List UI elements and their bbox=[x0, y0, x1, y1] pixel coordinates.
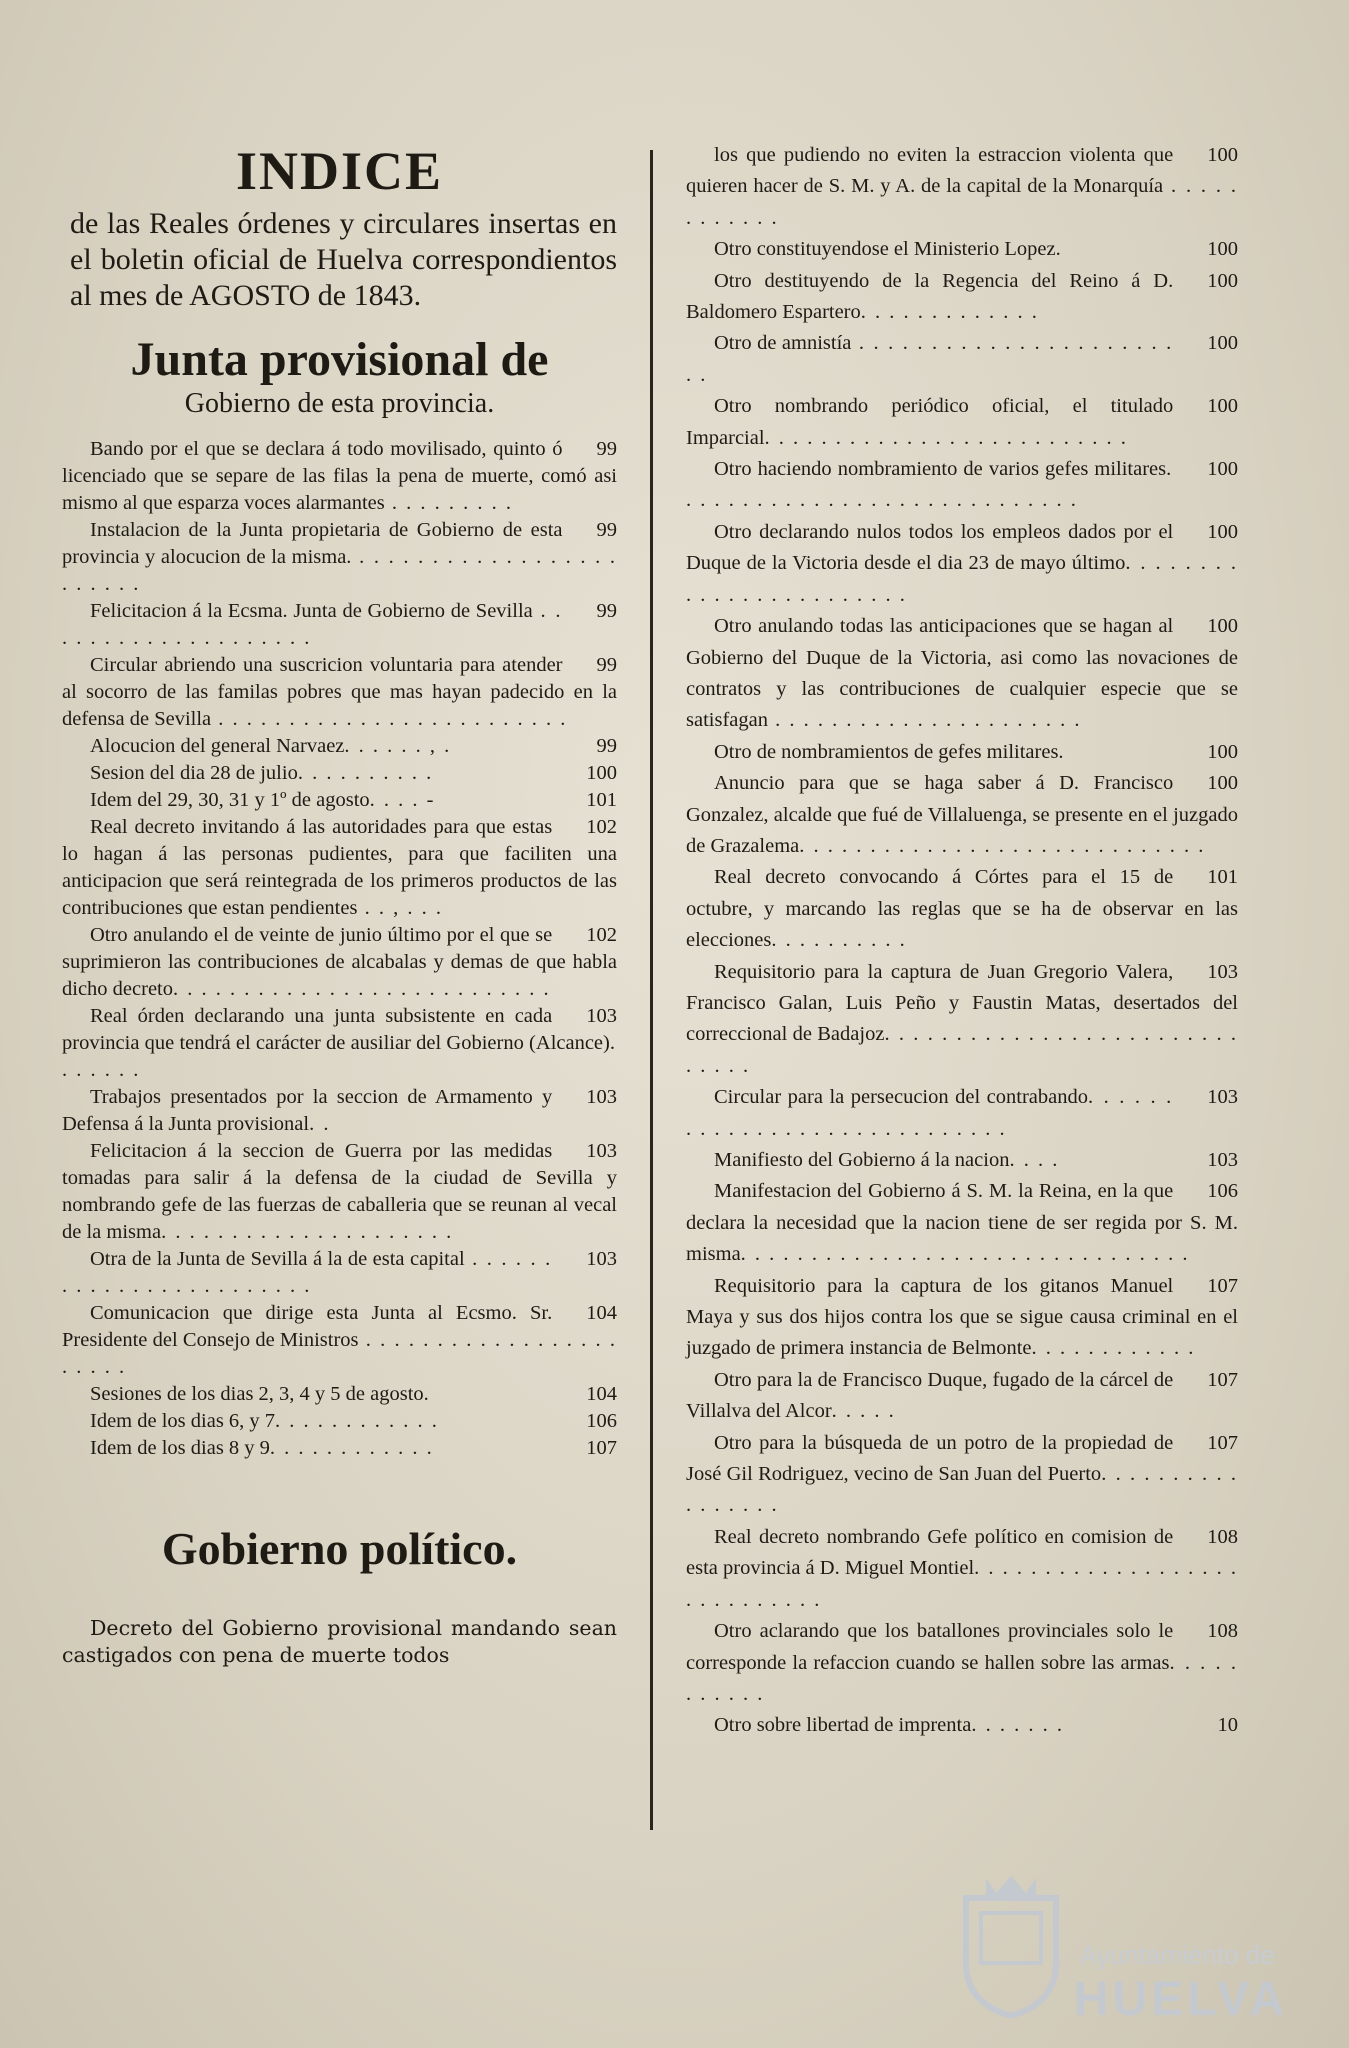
entry-page-number: 106 bbox=[586, 1410, 617, 1432]
index-entry bbox=[62, 1435, 617, 1462]
entry-text: Otro constituyendose el Ministerio Lopez. bbox=[714, 238, 1061, 261]
entry-leader-dots: . . . . . . . . . . . . bbox=[686, 175, 1238, 229]
entry-text: Idem de los dias 6, y 7 bbox=[90, 1410, 276, 1432]
index-subtitle: de las Reales órdenes y circulares insertas en el boletin oficial de Huelva correspondientos al mes de AGOSTO de 1843. bbox=[70, 207, 617, 312]
entry-page-number: 99 bbox=[596, 600, 617, 622]
entry-page-number: 100 bbox=[1207, 395, 1238, 418]
entry-leader-dots: . . . . . . . . . . . . . . . . . . . . . . . . . . . . . . . . bbox=[740, 1243, 1190, 1266]
entry-page-number: 100 bbox=[1207, 269, 1238, 292]
index-entry bbox=[62, 517, 617, 598]
entry-page-number: 100 bbox=[1207, 332, 1238, 355]
entry-leader-dots: . . . . . . . . . . . . . . . . . . . . . . . . bbox=[62, 1248, 553, 1297]
entry-leader-dots: . . bbox=[309, 1113, 331, 1135]
entry-page-number: 103 bbox=[586, 1086, 617, 1108]
entry-text: Anuncio para que se haga saber á D. Francisco Gonzalez, alcalde que fué de Villaluenga, se presente en el juzgado de Grazalema bbox=[686, 772, 1238, 857]
index-entry bbox=[62, 760, 617, 787]
entry-text: Circular abriendo una suscricion voluntaria para atender al socorro de las familas pobres que mas hayan padecido en la defensa de Sevilla bbox=[62, 654, 617, 730]
index-entry bbox=[62, 1246, 617, 1300]
entry-text: Bando por el que se declara á todo movilisado, quinto ó licenciado que se separe de las filas la pena de muerte, comó asi mismo al que esparza voces alarmantes bbox=[62, 438, 617, 514]
entry-text: Real decreto invitando á las autoridades para que estas lo hagan á las personas pudientes, para que faciliten una anticipacion que será reintegrada de los primeros productos de las contribuciones que estan pendientes bbox=[62, 816, 617, 919]
entry-leader-dots: . . . . . . . bbox=[62, 1032, 617, 1081]
entry-text: Real órden declarando una junta subsistente en cada provincia que tendrá el carácter de ausiliar del Gobierno (Alcance) bbox=[62, 1005, 610, 1054]
index-entry bbox=[686, 1145, 1238, 1176]
entry-leader-dots: . . . . . . . . . . . . bbox=[275, 1410, 439, 1432]
entry-page-number: 101 bbox=[1207, 866, 1238, 889]
entry-page-number: 108 bbox=[1207, 1620, 1238, 1643]
section-subtitle-junta: Gobierno de esta provincia. bbox=[184, 388, 495, 419]
entry-page-number: 103 bbox=[586, 1140, 617, 1162]
entry-leader-dots: . . . . . . . . . . . . . . . . . . . . . . . . . . . . . bbox=[686, 1557, 1238, 1611]
entry-page-number: 10 bbox=[1217, 1714, 1238, 1737]
entry-text: Otro anulando el de veinte de junio último por el que se suprimieron las contribuciones de alcabalas y demas de que habla dicho decreto bbox=[62, 924, 617, 1000]
index-entry bbox=[62, 814, 617, 922]
entry-page-number: 99 bbox=[596, 438, 617, 460]
entry-page-number: 100 bbox=[586, 762, 617, 784]
index-entry bbox=[686, 768, 1238, 862]
index-entry bbox=[686, 517, 1238, 611]
entry-text: Sesion del dia 28 de julio bbox=[90, 762, 298, 784]
index-entry bbox=[686, 862, 1238, 956]
index-entry bbox=[686, 737, 1238, 768]
index-entry bbox=[686, 140, 1238, 234]
entry-text: Comunicacion que dirige esta Junta al Ecsmo. Sr. Presidente del Consejo de Ministros bbox=[62, 1302, 553, 1351]
entry-page-number: 101 bbox=[586, 789, 617, 811]
index-entry bbox=[686, 611, 1238, 737]
entry-leader-dots: . . . . . . . . . . . . . . . . . . . . . . bbox=[767, 709, 1082, 732]
entry-text: Real decreto nombrando Gefe político en comision de esta provincia á D. Miguel Montiel bbox=[686, 1525, 1174, 1580]
entry-text: Otro de nombramientos de gefes militares. bbox=[714, 740, 1064, 763]
entry-page-number: 99 bbox=[596, 519, 617, 541]
entry-page-number: 100 bbox=[1207, 740, 1238, 763]
entry-text: Otro haciendo nombramiento de varios gefes militares bbox=[714, 458, 1167, 481]
index-entry bbox=[686, 234, 1238, 265]
entry-leader-dots: . . . . . . . . . . . . . . . . . . . . . . . . . . . . . . bbox=[686, 1023, 1239, 1077]
entry-leader-dots: . . . . . . . . . . . bbox=[686, 1651, 1238, 1705]
entry-text: Otro sobre libertad de imprenta bbox=[714, 1714, 972, 1737]
entry-text: Manifestacion del Gobierno á S. M. la Reina, en la que declara la necesidad que la nacion tiene de ser regida por S. M. misma bbox=[686, 1180, 1238, 1266]
entry-page-number: 103 bbox=[586, 1248, 617, 1270]
index-entry bbox=[62, 1300, 617, 1381]
entry-text: Requisitorio para la captura de Juan Gregorio Valera, Francisco Galan, Luis Peño y Faustin Matas, desertados del correccional de Badajoz bbox=[686, 960, 1238, 1046]
entry-leader-dots: . . . . . . . . . . . . . . . . . . . . . . . . . . . . . bbox=[686, 458, 1174, 512]
right-entry-list bbox=[686, 140, 1238, 1742]
entry-page-number: 104 bbox=[586, 1302, 617, 1324]
entry-text: Manifiesto del Gobierno á la nacion bbox=[714, 1149, 1010, 1171]
entry-page-number: 103 bbox=[1207, 1086, 1238, 1109]
entry-page-number: 100 bbox=[1207, 520, 1238, 543]
entry-page-number: 100 bbox=[1207, 772, 1238, 795]
entry-page-number: 107 bbox=[1207, 1274, 1238, 1297]
entry-leader-dots: . . , . . . bbox=[357, 897, 443, 919]
index-entry bbox=[62, 1084, 617, 1138]
index-entry bbox=[686, 1616, 1238, 1710]
entry-page-number: 106 bbox=[1207, 1180, 1238, 1203]
entry-text: Otro aclarando que los batallones provinciales solo le corresponde la refaccion cuando se hallen sobre las armas bbox=[686, 1620, 1174, 1674]
entry-page-number: 100 bbox=[1207, 238, 1238, 261]
entry-leader-dots: . . . . . . . . . . . . . . . . . . . . . bbox=[161, 1221, 454, 1243]
index-entry bbox=[62, 1003, 617, 1084]
entry-leader-dots: . . . . . . . . . . . . bbox=[269, 1437, 434, 1459]
entry-text: Requisitorio para la captura de los gitanos Manuel Maya y sus dos hijos contra los que se sigue causa criminal en el juzgado de primera instancia de Belmonte bbox=[686, 1274, 1238, 1360]
gobierno-first-entry: Decreto del Gobierno provisional mandando sean castigados con pena de muerte todos bbox=[62, 1616, 617, 1667]
section-title-gobierno: Gobierno político. bbox=[161, 1523, 518, 1574]
entry-leader-dots: . . . . . . . . . . . . . . . . . . . . . . . . bbox=[62, 546, 617, 595]
index-entry bbox=[62, 598, 617, 652]
entry-text: Otro anulando todas las anticipaciones que se hagan al Gobierno del Duque de la Victoria, asi como las novaciones de contratos y las contribuciones de cualquier especie que se satisfagan bbox=[686, 615, 1238, 732]
left-entry-list bbox=[62, 436, 617, 1462]
huelva-crest-icon bbox=[956, 1868, 1066, 2018]
entry-leader-dots: . . . . . . . . . . . . . . . . . bbox=[686, 1463, 1239, 1517]
entry-text: Instalacion de la Junta propietaria de Gobierno de esta provincia y alocucion de la misma. bbox=[62, 519, 563, 568]
index-entry bbox=[686, 1522, 1238, 1616]
entry-leader-dots: . . . . . . . . . . . . . . . . . . . . . . . bbox=[62, 1329, 617, 1378]
index-entry bbox=[62, 733, 617, 760]
entry-text: los que pudiendo no eviten la estraccion violenta que quieren hacer de S. M. y A. de la capital de la Monarquía bbox=[686, 144, 1174, 198]
entry-text: Real decreto convocando á Córtes para el 15 de octubre, y marcando las reglas que se ha de observar en las elecciones bbox=[686, 866, 1238, 952]
entry-page-number: 103 bbox=[1207, 960, 1238, 983]
entry-page-number: 103 bbox=[586, 1005, 617, 1027]
entry-text: Idem del 29, 30, 31 y 1º de agosto bbox=[90, 789, 370, 811]
index-entry bbox=[62, 1381, 617, 1408]
entry-text: Alocucion del general Narvaez bbox=[90, 735, 345, 757]
index-entry bbox=[686, 1365, 1238, 1428]
entry-leader-dots: . . . . . . . . . . . . . . . . . . . . . . . . bbox=[686, 332, 1174, 386]
entry-leader-dots: . . . . . . . . . . . . bbox=[1031, 1337, 1196, 1360]
entry-text: Circular para la persecucion del contrabando bbox=[714, 1086, 1088, 1109]
entry-text: Otro declarando nulos todos los empleos dados por el Duque de la Victoria desde el dia 23 de mayo último bbox=[686, 520, 1174, 575]
entry-leader-dots: . . . . . . . . . . . . . bbox=[860, 301, 1039, 324]
entry-page-number: 102 bbox=[586, 924, 617, 946]
index-entry bbox=[686, 1428, 1238, 1522]
entry-page-number: 107 bbox=[586, 1437, 617, 1459]
entry-leader-dots: . . . . . . , . bbox=[344, 735, 452, 757]
entry-leader-dots: . . . . . . . . . . . . . . . . . . . . . . . . bbox=[686, 552, 1238, 606]
entry-leader-dots: . . . . . . . . . . . . . . . . . . . . . . . . . . bbox=[764, 426, 1128, 449]
index-entry bbox=[686, 328, 1238, 391]
index-entry bbox=[62, 922, 617, 1003]
entry-text: Felicitacion á la Ecsma. Junta de Gobierno de Sevilla bbox=[90, 600, 533, 622]
entry-page-number: 103 bbox=[1207, 1149, 1238, 1171]
entry-page-number: 108 bbox=[1207, 1525, 1238, 1548]
entry-text: Sesiones de los dias 2, 3, 4 y 5 de agosto. bbox=[90, 1383, 429, 1405]
entry-page-number: 99 bbox=[596, 654, 617, 676]
entry-text: Otro de amnistía bbox=[714, 332, 852, 355]
entry-page-number: 107 bbox=[1207, 1368, 1238, 1391]
entry-text: Otro nombrando periódico oficial, el titulado Imparcial bbox=[686, 395, 1174, 449]
entry-leader-dots: . . . . . bbox=[831, 1400, 896, 1423]
index-entry bbox=[62, 1138, 617, 1246]
entry-leader-dots: . . . . . . . . . . . . . . . . . . . . . . . . . . . . . bbox=[686, 1086, 1174, 1140]
entry-leader-dots: . . . . . . . . . . . . . . . . . . . . . . . . . . . . . bbox=[799, 834, 1206, 857]
entry-leader-dots: . . . . - bbox=[369, 789, 436, 811]
entry-leader-dots: . . . . . . . . . . . . . . . . . . . . . . . . . bbox=[211, 708, 568, 730]
entry-text: Otra de la Junta de Sevilla á la de esta capital bbox=[90, 1248, 465, 1270]
entry-page-number: 104 bbox=[586, 1383, 617, 1405]
entry-page-number: 102 bbox=[586, 816, 617, 838]
right-column bbox=[686, 140, 1238, 1742]
index-entry bbox=[686, 391, 1238, 454]
index-entry bbox=[62, 1408, 617, 1435]
entry-leader-dots: . . . . . . . . . . . . . . . . . . . . bbox=[62, 600, 563, 649]
entry-text: Idem de los dias 8 y 9 bbox=[90, 1437, 270, 1459]
watermark-line2: HUELVA bbox=[1074, 1973, 1289, 2026]
entry-leader-dots: . . . . . . . . . bbox=[384, 492, 513, 514]
index-entry bbox=[686, 1082, 1238, 1145]
index-entry bbox=[686, 454, 1238, 517]
column-divider bbox=[650, 150, 653, 1830]
entry-text: Felicitacion á la seccion de Guerra por las medidas tomadas para salir á la defensa de la ciudad de Sevilla y nombrando gefe de las fuerzas de caballeria que se reunan al vecal de la misma bbox=[62, 1140, 617, 1243]
entry-page-number: 100 bbox=[1207, 458, 1238, 481]
index-entry bbox=[686, 1710, 1238, 1741]
entry-leader-dots: . . . . . . . . . . bbox=[771, 929, 907, 952]
index-title: INDICE bbox=[235, 141, 444, 201]
index-entry bbox=[62, 787, 617, 814]
left-column bbox=[62, 140, 617, 1669]
index-entry bbox=[62, 652, 617, 733]
section-title-junta: Junta provisional de bbox=[130, 333, 549, 386]
entry-leader-dots: . . . . . . . bbox=[971, 1714, 1064, 1737]
index-entry bbox=[686, 957, 1238, 1083]
entry-text: Otro para la búsqueda de un potro de la propiedad de José Gil Rodriguez, vecino de San Juan del Puerto bbox=[686, 1431, 1174, 1486]
entry-text: Otro destituyendo de la Regencia del Reino á D. Baldomero Espartero bbox=[686, 269, 1174, 324]
index-entry bbox=[686, 1271, 1238, 1365]
entry-leader-dots: . . . . . . . . . . . . . . . . . . . . . . . . . . . bbox=[173, 978, 551, 1000]
entry-leader-dots: . . . . . . . . . . bbox=[297, 762, 434, 784]
index-entry bbox=[686, 1176, 1238, 1270]
entry-leader-dots: . . . . bbox=[1009, 1149, 1060, 1171]
index-entry bbox=[686, 266, 1238, 329]
index-entry bbox=[62, 436, 617, 517]
watermark-line1: Ayuntamiento de bbox=[1080, 1940, 1275, 1970]
entry-page-number: 107 bbox=[1207, 1431, 1238, 1454]
entry-text: Trabajos presentados por la seccion de Armamento y Defensa á la Junta provisional bbox=[62, 1086, 553, 1135]
entry-text: Otro para la de Francisco Duque, fugado de la cárcel de Villalva del Alcor bbox=[686, 1368, 1174, 1423]
entry-page-number: 100 bbox=[1207, 144, 1238, 166]
entry-page-number: 100 bbox=[1207, 615, 1238, 638]
entry-page-number: 99 bbox=[596, 735, 617, 757]
